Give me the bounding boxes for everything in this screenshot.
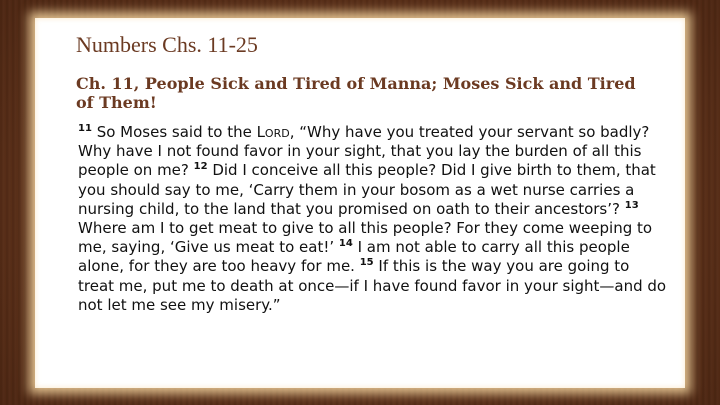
scripture-passage xyxy=(78,123,668,315)
verse-number-15: 15 xyxy=(359,257,374,269)
verse-number-13: 13 xyxy=(624,199,639,211)
verse-12-text: Did I conceive all this people? Did I give birth to them, that you should say to me, ‘Carry them in your bosom as a wet nurse carries a nursing child, to the land that you promised on oath to their ancestors’? xyxy=(78,161,656,218)
verse-13-text: Where am I to get meat to give to all this people? For they come weeping to me, saying, ‘Give us meat to eat!’ xyxy=(78,219,653,257)
verse-number-12: 12 xyxy=(193,161,208,173)
slide-title: Numbers Chs. 11-25 xyxy=(76,32,258,57)
verse-15-text: If this is the way you are going to treat me, put me to death at once—if I have found favor in your sight—and do not let me see my misery.” xyxy=(78,257,667,314)
verse-11-text-a: So Moses said to the xyxy=(91,123,257,141)
verse-number-11: 11 xyxy=(78,123,92,134)
lord-small-caps: Lord xyxy=(256,123,290,141)
verse-14-text: I am not able to carry all this people alone, for they are too heavy for me. xyxy=(78,238,630,276)
slide-card xyxy=(35,18,685,388)
slide-subtitle: Ch. 11, People Sick and Tired of Manna; Moses Sick and Tired of Them! xyxy=(76,74,636,112)
verse-number-14: 14 xyxy=(338,238,353,250)
verse-11-text-b: , “Why have you treated your servant so badly? Why have I not found favor in your sight, that you lay the burden of all this people on me? xyxy=(78,123,650,180)
